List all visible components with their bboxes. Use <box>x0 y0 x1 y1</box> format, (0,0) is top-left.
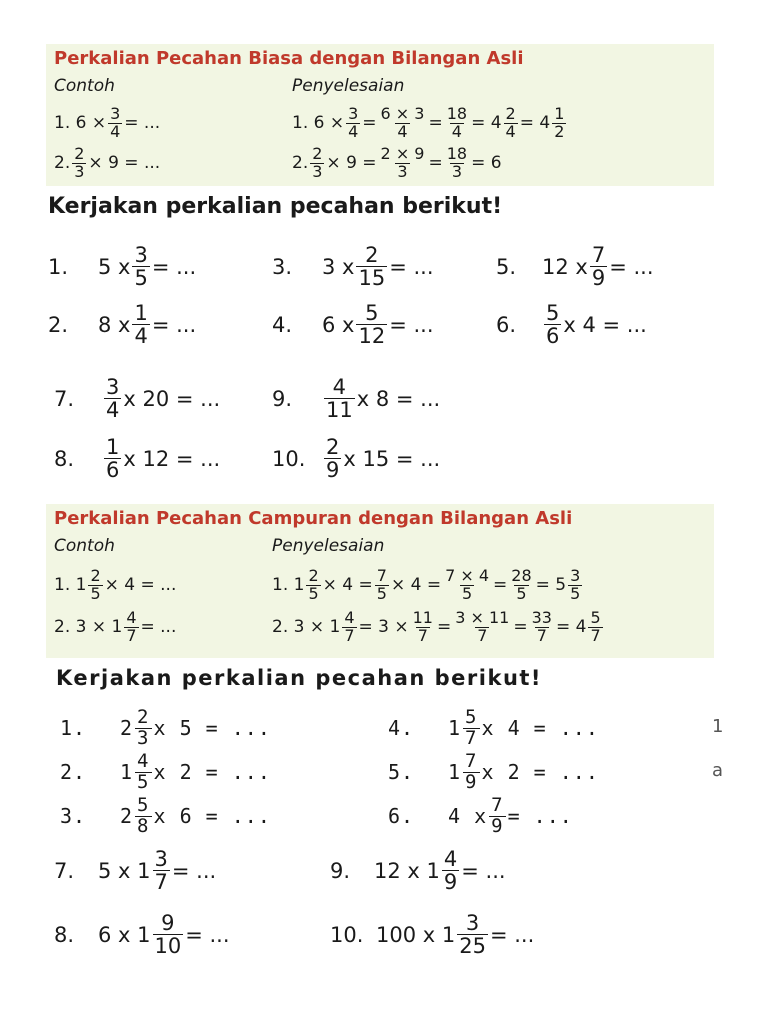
fraction <box>379 106 427 141</box>
fraction <box>135 796 151 837</box>
expression-text: 2. <box>54 153 71 174</box>
expression-text: = <box>436 617 452 638</box>
denominator: 5 <box>90 583 101 603</box>
expression-text: 2 <box>120 716 134 741</box>
numerator: 33 <box>531 608 552 627</box>
exercise-1 <box>60 708 271 749</box>
expression-text: × 9 = ... <box>88 153 161 174</box>
numerator: 18 <box>446 144 468 163</box>
fraction <box>153 848 170 893</box>
denominator: 5 <box>137 770 150 793</box>
denominator: 3 <box>312 161 323 181</box>
denominator: 4 <box>110 121 121 141</box>
expression-text: 4. <box>272 312 293 337</box>
expression-text: x 12 = ... <box>123 446 221 471</box>
expression-text: 6. <box>388 804 415 829</box>
expression-text: = ... <box>507 804 573 829</box>
denominator: 9 <box>591 266 606 291</box>
fraction <box>375 568 389 603</box>
exercise-heading: Kerjakan perkalian pecahan berikut! <box>48 194 503 219</box>
solution-column-label: Penyelesaian <box>292 76 405 96</box>
denominator: 11 <box>326 398 353 423</box>
expression-text: 1 <box>120 760 134 785</box>
expression-text: x 15 = ... <box>343 446 441 471</box>
denominator: 7 <box>126 625 137 645</box>
expression-text: 1. <box>60 716 87 741</box>
fraction <box>132 244 149 289</box>
fraction <box>509 568 533 603</box>
fraction <box>445 146 469 181</box>
fraction <box>504 106 518 141</box>
expression-text: 100 x 1 <box>376 922 456 947</box>
expression-text: 7. <box>54 386 75 411</box>
example-solution-1 <box>272 568 584 603</box>
example-solution-1 <box>292 106 568 141</box>
numerator: 3 <box>154 847 168 871</box>
expression-text: 3 x <box>322 254 355 279</box>
numerator: 3 <box>465 911 480 935</box>
numerator: 3 <box>106 375 120 399</box>
cropped-glyph: a <box>712 760 724 781</box>
denominator: 7 <box>154 870 168 895</box>
numerator: 2 <box>74 144 85 163</box>
example-box-title: Perkalian Pecahan Campuran dengan Bilangan Asli <box>54 508 573 529</box>
example-box-fraction <box>46 44 714 186</box>
numerator: 2 <box>365 243 379 267</box>
numerator: 5 <box>546 301 560 325</box>
exercise-9 <box>272 376 440 421</box>
numerator: 2 <box>308 566 319 585</box>
cropped-glyph: 1 <box>712 716 724 737</box>
expression-text: x 2 = ... <box>153 760 271 785</box>
denominator: 3 <box>397 161 408 181</box>
denominator: 10 <box>154 934 182 959</box>
denominator: 5 <box>516 583 527 603</box>
fraction <box>453 610 511 645</box>
exercise-5 <box>496 244 654 289</box>
expression-text: x 20 = ... <box>123 386 221 411</box>
fraction <box>72 146 86 181</box>
expression-text: 10. <box>330 922 364 947</box>
denominator: 6 <box>546 324 560 349</box>
denominator: 7 <box>344 625 355 645</box>
numerator: 7 × 4 <box>445 566 490 585</box>
expression-text: = ... <box>185 922 230 947</box>
expression-text: x 6 = ... <box>153 804 271 829</box>
numerator: 6 × 3 <box>380 104 425 123</box>
expression-text: 5 x 1 <box>98 858 151 883</box>
expression-text: 8. <box>54 922 75 947</box>
fraction <box>379 146 427 181</box>
fraction <box>135 708 151 749</box>
expression-text: = ... <box>151 312 197 337</box>
expression-text: = 4 <box>555 617 587 638</box>
denominator: 7 <box>536 625 547 645</box>
fraction <box>310 146 324 181</box>
numerator: 18 <box>446 104 468 123</box>
numerator: 4 <box>126 608 137 627</box>
denominator: 9 <box>491 814 504 837</box>
fraction <box>463 708 479 749</box>
expression-text: = <box>362 113 377 134</box>
exercise-3 <box>272 244 434 289</box>
example-box-title: Perkalian Pecahan Biasa dengan Bilangan Asli <box>54 48 524 69</box>
example-solution-2 <box>272 610 605 645</box>
exercise-10 <box>272 436 440 481</box>
numerator: 4 <box>332 375 347 399</box>
fraction <box>108 106 122 141</box>
expression-text: = ... <box>140 617 177 638</box>
exercise-8 <box>54 436 220 481</box>
denominator: 9 <box>465 770 478 793</box>
denominator: 4 <box>348 121 359 141</box>
expression-text: 6. <box>496 312 517 337</box>
denominator: 5 <box>570 583 581 603</box>
expression-text: x 2 = ... <box>481 760 599 785</box>
expression-text: 3. <box>60 804 87 829</box>
example-question-1 <box>54 568 176 603</box>
numerator: 3 <box>134 243 148 267</box>
numerator: 2 <box>505 104 516 123</box>
exercise-heading: Kerjakan perkalian pecahan berikut! <box>56 666 543 690</box>
numerator: 4 <box>344 608 355 627</box>
expression-text: × 4 = ... <box>104 575 177 596</box>
numerator: 2 <box>326 435 340 459</box>
fraction <box>356 302 387 347</box>
denominator: 25 <box>459 934 486 959</box>
fraction <box>324 436 341 481</box>
exercise-1 <box>48 244 196 289</box>
numerator: 7 <box>491 794 504 816</box>
exercise-2 <box>48 302 196 347</box>
expression-text: = 3 × <box>358 617 409 638</box>
expression-text: × 9 = <box>326 153 377 174</box>
expression-text: = ... <box>489 922 535 947</box>
example-question-2 <box>54 146 160 181</box>
numerator: 5 <box>590 608 601 627</box>
fraction <box>544 302 561 347</box>
expression-text: 5 x <box>98 254 131 279</box>
expression-text: 2. <box>60 760 87 785</box>
fraction <box>153 912 184 957</box>
expression-text: = ... <box>461 858 506 883</box>
denominator: 6 <box>106 458 120 483</box>
expression-text: 2. <box>292 153 309 174</box>
numerator: 2 <box>312 144 323 163</box>
denominator: 4 <box>134 324 148 349</box>
denominator: 9 <box>443 870 458 895</box>
expression-text: 2 <box>120 804 134 829</box>
expression-text: 7. <box>54 858 75 883</box>
expression-text: = <box>513 617 528 638</box>
expression-text: 2. 3 × 1 <box>54 617 123 638</box>
example-question-1 <box>54 106 160 141</box>
example-box-mixed-fraction <box>46 504 714 658</box>
fraction <box>489 796 505 837</box>
fraction <box>590 244 607 289</box>
numerator: 5 <box>465 706 478 728</box>
expression-text: 1. 1 <box>272 575 305 596</box>
expression-text: x 4 = ... <box>481 716 599 741</box>
expression-text: = ... <box>389 312 434 337</box>
fraction <box>124 610 138 645</box>
numerator: 2 × 9 <box>380 144 425 163</box>
denominator: 3 <box>74 161 85 181</box>
expression-text: 1. 1 <box>54 575 87 596</box>
denominator: 3 <box>451 161 462 181</box>
exercise-3 <box>60 796 271 837</box>
example-column-label: Contoh <box>54 536 115 556</box>
expression-text: 1. 6 × <box>292 113 345 134</box>
expression-text: 1. 6 × <box>54 113 107 134</box>
fraction <box>463 752 479 793</box>
expression-text: 4. <box>388 716 415 741</box>
expression-text: × 4 = <box>390 575 442 596</box>
exercise-8 <box>54 912 230 957</box>
fraction <box>104 376 121 421</box>
numerator: 3 <box>570 566 581 585</box>
denominator: 5 <box>461 583 473 603</box>
expression-text: = ... <box>151 254 197 279</box>
fraction <box>342 610 356 645</box>
expression-text: x 8 = ... <box>356 386 441 411</box>
fraction <box>346 106 360 141</box>
numerator: 7 <box>465 750 478 772</box>
expression-text: 5. <box>388 760 415 785</box>
exercise-5 <box>388 752 599 793</box>
numerator: 5 <box>137 794 150 816</box>
fraction <box>530 610 554 645</box>
fraction <box>135 752 151 793</box>
fraction <box>445 106 469 141</box>
denominator: 12 <box>358 324 386 349</box>
expression-text: 3. <box>272 254 293 279</box>
expression-text: 1. <box>48 254 69 279</box>
exercise-10 <box>330 912 534 957</box>
fraction <box>443 568 491 603</box>
numerator: 3 <box>110 104 121 123</box>
expression-text: 1 <box>448 716 462 741</box>
fraction <box>324 376 355 421</box>
denominator: 9 <box>326 458 340 483</box>
expression-text: × 4 = <box>322 575 373 596</box>
example-solution-2 <box>292 146 502 181</box>
numerator: 3 × 11 <box>455 608 510 627</box>
exercise-9 <box>330 848 506 893</box>
expression-text: 2. 3 × 1 <box>272 617 341 638</box>
expression-text: 8 x <box>98 312 131 337</box>
expression-text: = ... <box>124 113 161 134</box>
numerator: 3 <box>348 104 359 123</box>
expression-text: = <box>493 575 508 596</box>
numerator: 9 <box>161 911 175 935</box>
expression-text: = <box>428 113 443 134</box>
expression-text: = 5 <box>535 575 567 596</box>
numerator: 11 <box>412 608 433 627</box>
numerator: 1 <box>106 435 120 459</box>
expression-text: = ... <box>171 858 217 883</box>
expression-text: = ... <box>609 254 654 279</box>
expression-text: 10. <box>272 446 306 471</box>
fraction <box>442 848 459 893</box>
fraction <box>132 302 149 347</box>
denominator: 5 <box>134 266 148 291</box>
expression-text: 4 x <box>448 804 488 829</box>
expression-text: 9. <box>330 858 351 883</box>
expression-text: = <box>428 153 443 174</box>
expression-text: 12 x 1 <box>374 858 440 883</box>
numerator: 4 <box>137 750 150 772</box>
expression-text: 8. <box>54 446 75 471</box>
numerator: 2 <box>137 706 150 728</box>
numerator: 4 <box>443 847 458 871</box>
expression-text: 1 <box>448 760 462 785</box>
denominator: 4 <box>397 121 408 141</box>
expression-text: = ... <box>389 254 434 279</box>
exercise-2 <box>60 752 271 793</box>
denominator: 5 <box>308 583 319 603</box>
numerator: 28 <box>511 566 532 585</box>
expression-text: x 5 = ... <box>153 716 271 741</box>
fraction <box>356 244 387 289</box>
denominator: 15 <box>358 266 386 291</box>
exercise-6 <box>388 796 573 837</box>
numerator: 5 <box>365 301 379 325</box>
denominator: 7 <box>417 625 428 645</box>
denominator: 7 <box>465 726 478 749</box>
example-column-label: Contoh <box>54 76 115 96</box>
fraction <box>88 568 102 603</box>
expression-text: 2. <box>48 312 69 337</box>
expression-text: 6 x <box>322 312 355 337</box>
expression-text: 12 x <box>542 254 588 279</box>
exercise-6 <box>496 302 647 347</box>
fraction <box>588 610 602 645</box>
denominator: 4 <box>106 398 120 423</box>
fraction <box>457 912 488 957</box>
fraction <box>104 436 121 481</box>
expression-text: = 4 <box>471 113 502 134</box>
exercise-7 <box>54 376 220 421</box>
fraction <box>306 568 320 603</box>
denominator: 4 <box>451 121 462 141</box>
expression-text: = 4 <box>519 113 551 134</box>
numerator: 1 <box>554 104 565 123</box>
denominator: 2 <box>554 121 565 141</box>
numerator: 7 <box>591 243 606 267</box>
fraction <box>411 610 435 645</box>
fraction <box>552 106 566 141</box>
denominator: 7 <box>477 625 488 645</box>
denominator: 7 <box>590 625 601 645</box>
denominator: 8 <box>137 814 150 837</box>
expression-text: x 4 = ... <box>563 312 647 337</box>
denominator: 3 <box>137 726 150 749</box>
expression-text: 6 x 1 <box>98 922 151 947</box>
numerator: 7 <box>376 566 387 585</box>
fraction <box>568 568 582 603</box>
expression-text: 9. <box>272 386 293 411</box>
exercise-4 <box>388 708 599 749</box>
exercise-7 <box>54 848 216 893</box>
exercise-4 <box>272 302 434 347</box>
numerator: 1 <box>134 301 148 325</box>
numerator: 2 <box>90 566 101 585</box>
expression-text: 5. <box>496 254 517 279</box>
example-question-2 <box>54 610 176 645</box>
denominator: 5 <box>376 583 387 603</box>
solution-column-label: Penyelesaian <box>272 536 385 556</box>
expression-text: = 6 <box>471 153 502 174</box>
denominator: 4 <box>505 121 516 141</box>
